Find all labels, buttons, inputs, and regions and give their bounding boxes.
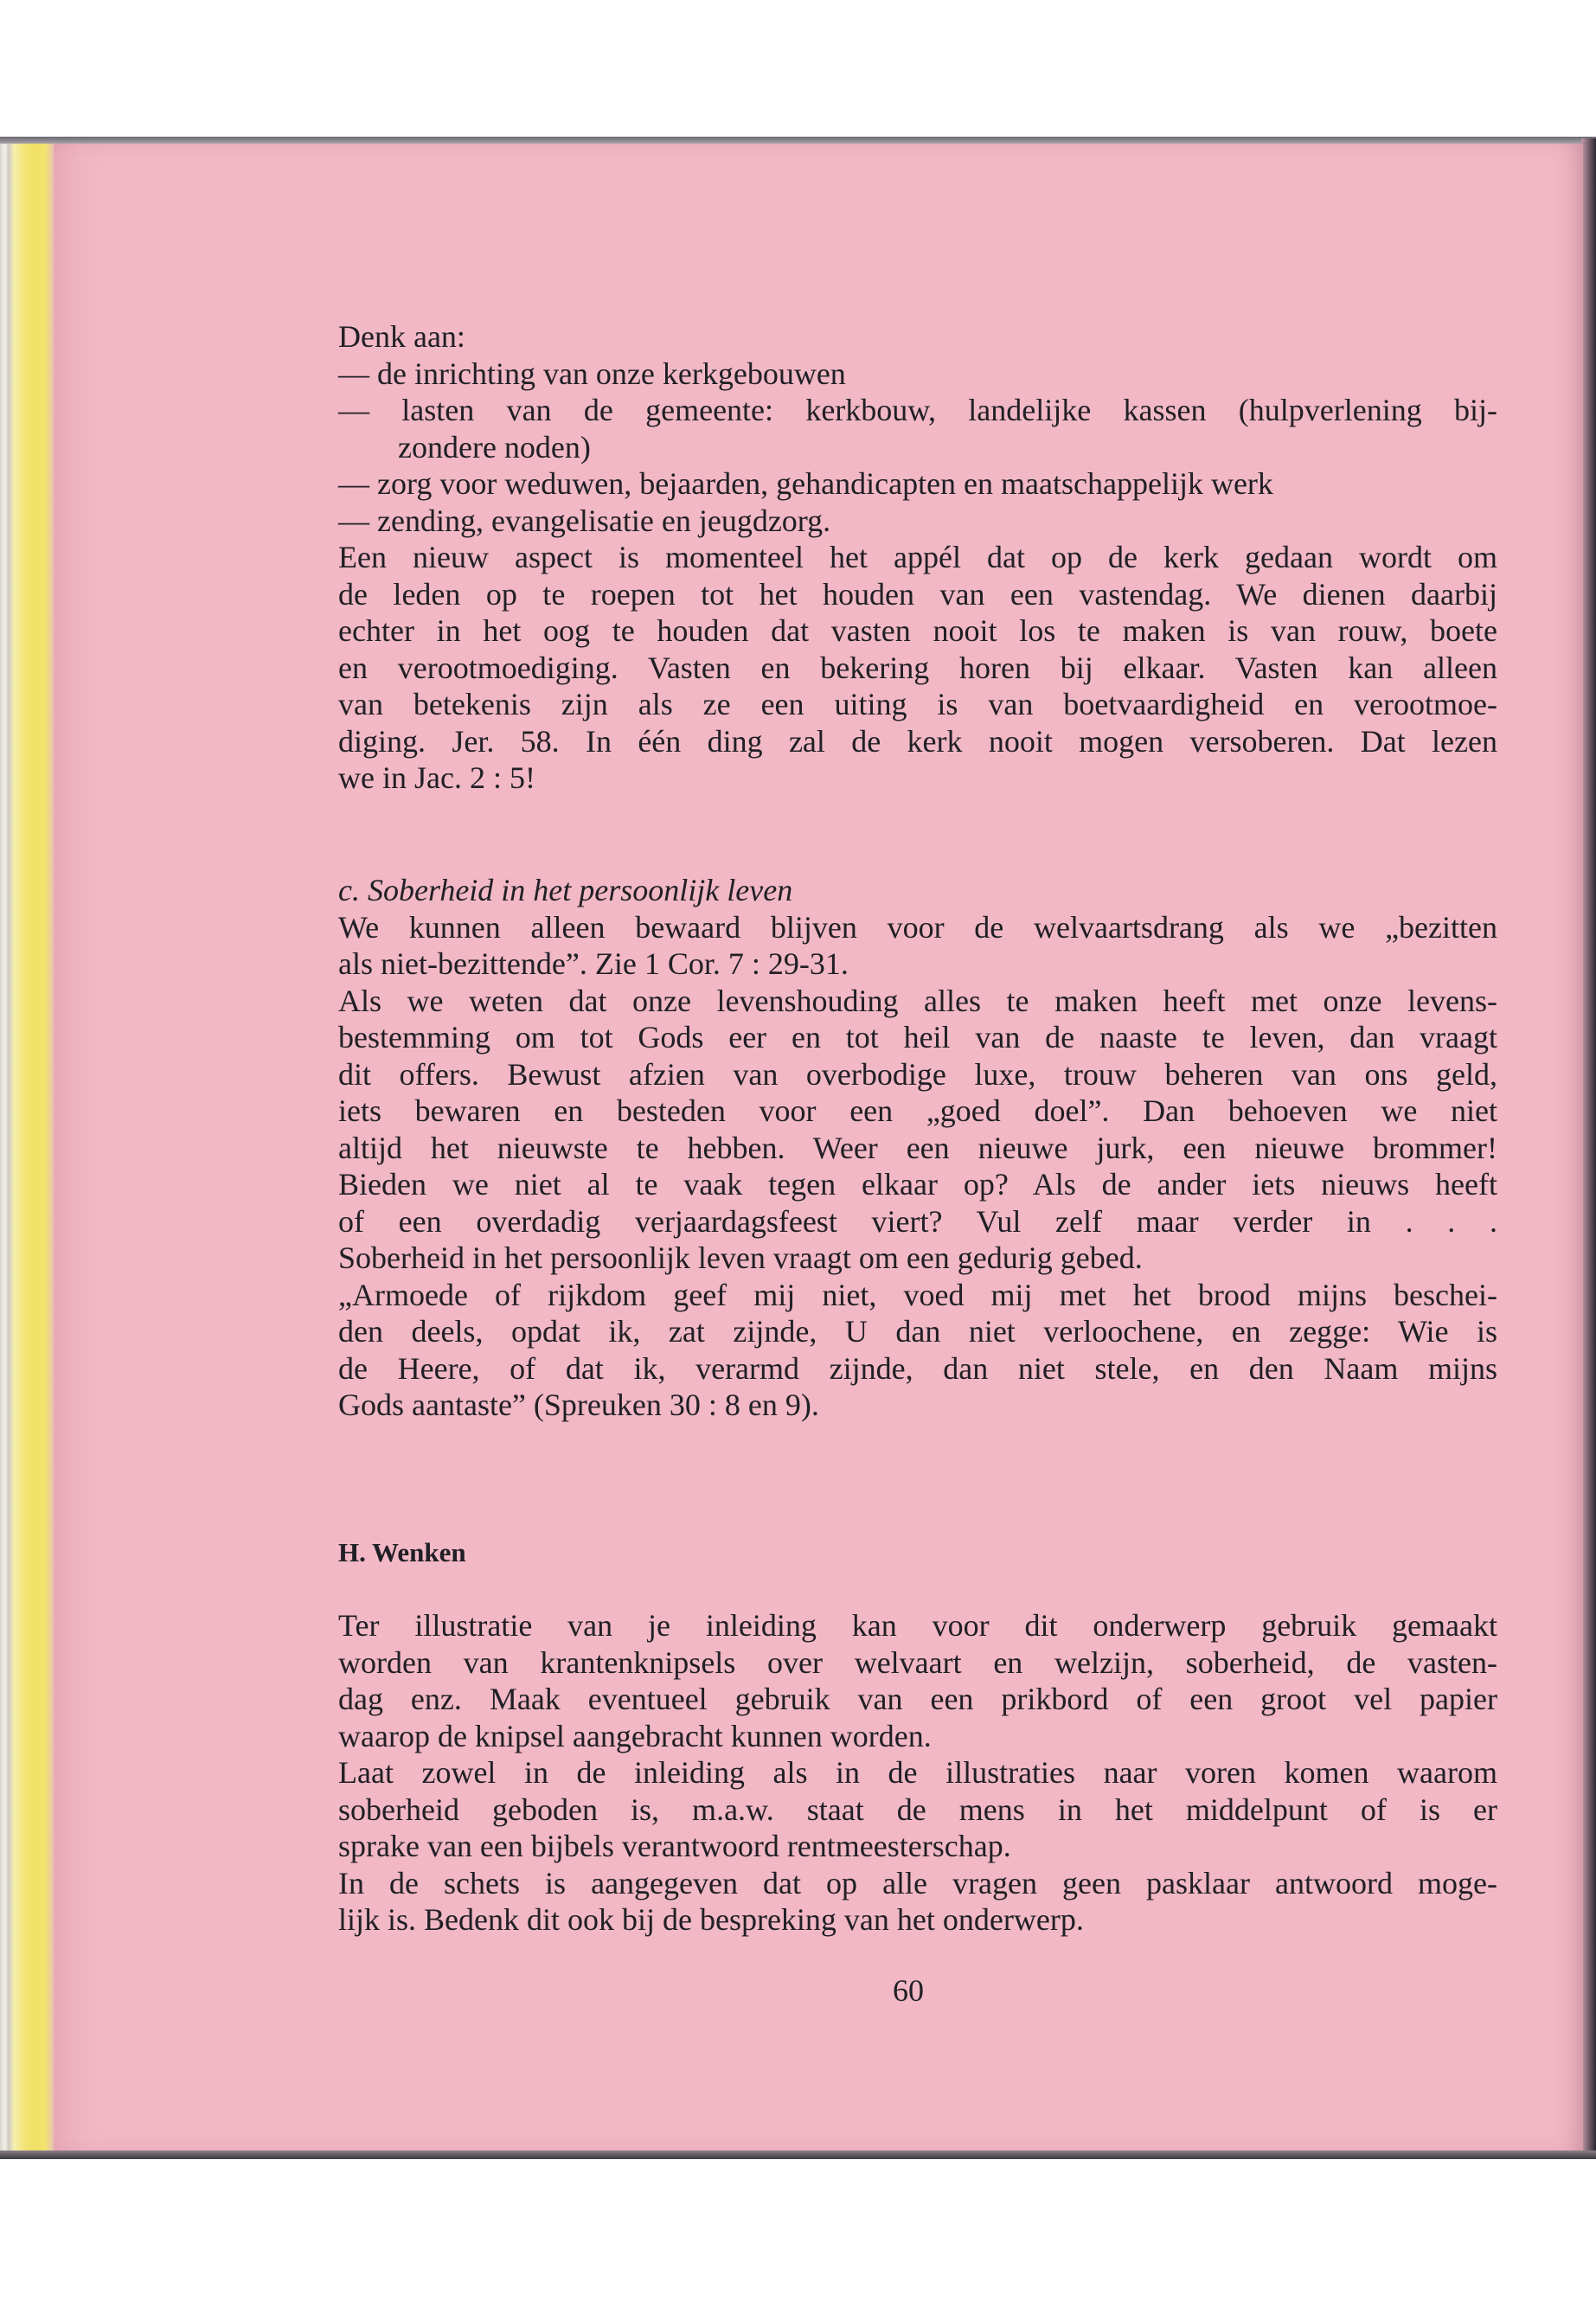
page-edges [0, 144, 57, 2152]
paragraph-line: de leden op te roepen tot het houden van een vastendag. We dienen daarbij [338, 576, 1497, 612]
paragraph-line: altijd het nieuwste te hebben. Weer een nieuwe jurk, een nieuwe brommer! [338, 1130, 1497, 1165]
paragraph-line: Ter illustratie van je inleiding kan voor dit onderwerp gebruik gemaakt [338, 1608, 1497, 1643]
wenken-heading-block [338, 1535, 1497, 1572]
denk-aan-intro: Denk aan: [338, 319, 465, 354]
paragraph-line: dit offers. Bewust afzien van overbodige luxe, trouw beheren van ons geld, [338, 1056, 1497, 1092]
paragraph-line: de Heere, of dat ik, verarmd zijnde, dan niet stele, en den Naam mijns [338, 1350, 1497, 1386]
soberheid-section [338, 872, 1497, 1424]
paragraph-line: waarop de knipsel aangebracht kunnen worden. [338, 1718, 932, 1753]
paragraph-line: Bieden we niet al te vaak tegen elkaar op? Als de ander iets nieuws heeft [338, 1167, 1497, 1202]
list-item: — de inrichting van onze kerkgebouwen [338, 356, 846, 391]
list-item: — zorg voor weduwen, bejaarden, gehandicapten en maatschappelijk werk [338, 466, 1273, 501]
section-heading: H. Wenken [338, 1537, 466, 1567]
book-spine-edge [1581, 138, 1596, 2157]
paragraph-line: we in Jac. 2 : 5! [338, 760, 535, 795]
paragraph-line: of een overdadig verjaardagsfeest viert? Vul zelf maar verder in . . . [338, 1203, 1497, 1239]
paragraph-line: „Armoede of rijkdom geef mij niet, voed mij met het brood mijns beschei- [338, 1277, 1497, 1312]
list-item-continuation: zondere noden) [398, 429, 591, 465]
paragraph-line: iets bewaren en besteden voor een „goed doel”. Dan behoeven we niet [338, 1093, 1497, 1128]
list-item: — zending, evangelisatie en jeugdzorg. [338, 503, 831, 538]
paragraph-line: diging. Jer. 58. In één ding zal de kerk nooit mogen versoberen. Dat lezen [338, 723, 1497, 759]
paragraph-line: Soberheid in het persoonlijk leven vraagt om een gedurig gebed. [338, 1240, 1143, 1275]
paragraph-line: Gods aantaste” (Spreuken 30 : 8 en 9). [338, 1388, 819, 1422]
paragraph-line: als niet-bezittende”. Zie 1 Cor. 7 : 29-31. [338, 946, 849, 981]
paragraph-line: soberheid geboden is, m.a.w. staat de mens in het middelpunt of is er [338, 1791, 1497, 1827]
paragraph-line: Laat zowel in de inleiding als in de illustraties naar voren komen waarom [338, 1755, 1497, 1790]
paragraph-line: lijk is. Bedenk dit ook bij de bespreking van het onderwerp. [338, 1902, 1084, 1937]
paragraph-line: bestemming om tot Gods eer en tot heil van de naaste te leven, dan vraagt [338, 1020, 1497, 1054]
wenken-section [338, 1607, 1497, 1939]
book-bottom-edge [0, 2150, 1596, 2159]
paragraph-line: Als we weten dat onze levenshouding alles te maken heeft met onze levens- [338, 983, 1497, 1018]
page-number: 60 [893, 1973, 924, 2008]
paragraph-line: We kunnen alleen bewaard blijven voor de welvaartsdrang als we „bezitten [338, 909, 1497, 945]
paragraph-line: echter in het oog te houden dat vasten nooit los te maken is van rouw, boete [338, 613, 1497, 648]
paragraph-line: van betekenis zijn als ze een uiting is van boetvaardigheid en verootmoe- [338, 687, 1497, 721]
paragraph-line: In de schets is aangegeven dat op alle vragen geen pasklaar antwoord moge- [338, 1865, 1497, 1900]
paragraph-line: dag enz. Maak eventueel gebruik van een prikbord of een groot vel papier [338, 1682, 1497, 1716]
paragraph-line: en verootmoediging. Vasten en bekering horen bij elkaar. Vasten kan alleen [338, 650, 1497, 685]
section-heading: c. Soberheid in het persoonlijk leven [338, 873, 793, 907]
paragraph-line: worden van krantenknipsels over welvaart en welzijn, soberheid, de vasten- [338, 1644, 1497, 1680]
denk-aan-section [338, 318, 1497, 797]
paragraph-line: den deels, opdat ik, zat zijnde, U dan niet verloochene, en zegge: Wie is [338, 1314, 1497, 1349]
paragraph-line: sprake van een bijbels verantwoord rentmeesterschap. [338, 1829, 1011, 1863]
paragraph-line: Een nieuw aspect is momenteel het appél dat op de kerk gedaan wordt om [338, 540, 1497, 574]
list-item: — lasten van de gemeente: kerkbouw, landelijke kassen (hulpverlening bij- [338, 393, 1497, 427]
